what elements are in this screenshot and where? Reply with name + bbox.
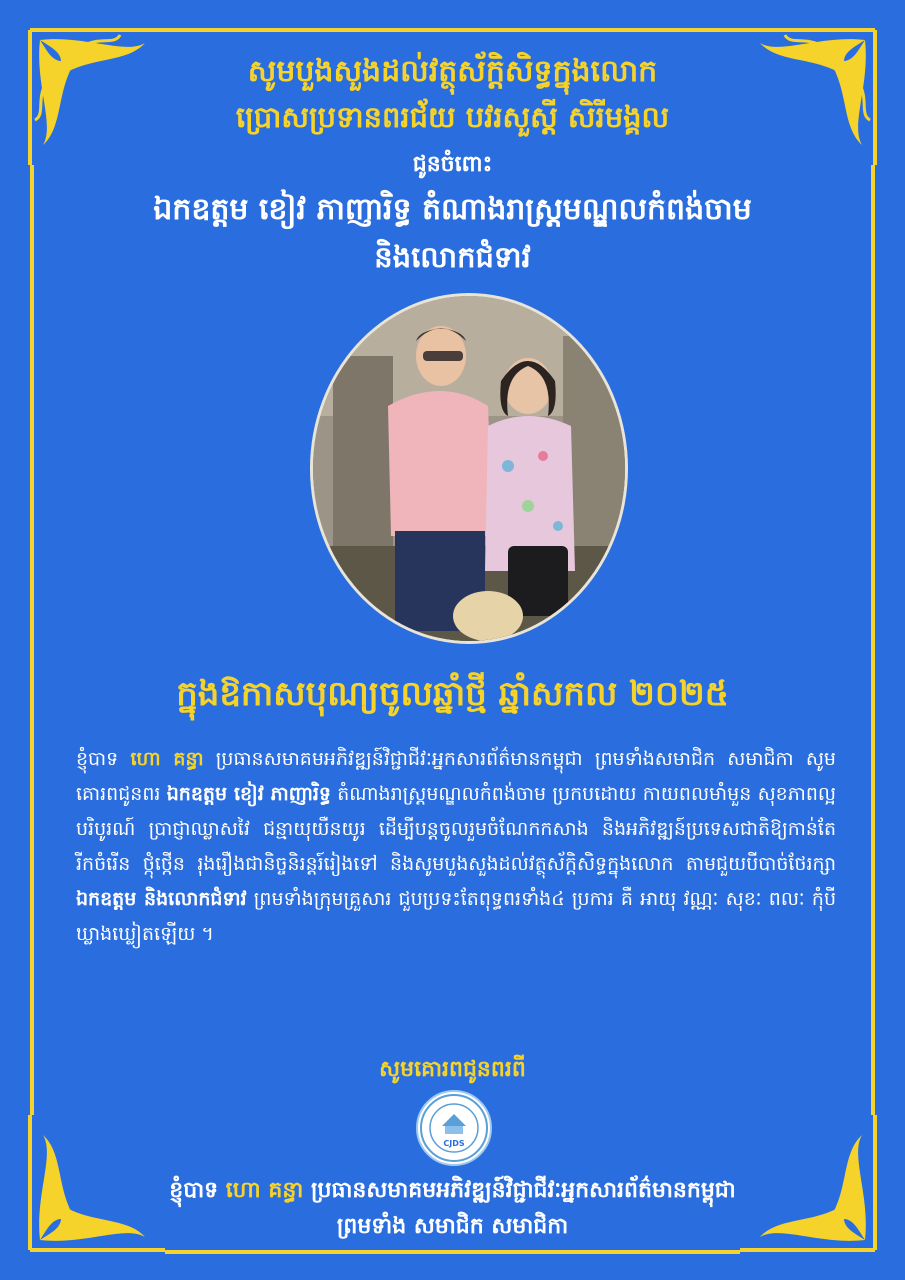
frame-left-line: [30, 165, 34, 1115]
couple-photo: [310, 293, 628, 644]
body-part-1: ខ្ញុំបាទ: [76, 748, 119, 770]
occasion-title: ក្នុងឱកាសបុណ្យចូលឆ្នាំថ្មី ឆ្នាំសកល ២០២៥: [176, 674, 729, 714]
frame-top-line: [165, 28, 740, 32]
footer-sender-name: ហោ គន្ធា: [225, 1178, 304, 1203]
logo-text: CJDS: [443, 1139, 465, 1148]
honoree-name-inline: ឯកឧត្តម ខៀវ ភាញារិទ្ធ: [166, 783, 331, 805]
body-part-3: តំណាងរាស្ត្រមណ្ឌលកំពង់ចាម ប្រកបដោយ កាយពលមាំមួន សុខភាពល្អបរិបូរណ៍ ប្រាជ្ញាឈ្លាសវៃ ជន្មាយុយឺនយូរ ដើម្បីបន្តចូលរួមចំណែកកសាង និងអភិវឌ្ឍន៍ប្រទេសជាតិឱ្យកាន់តែរីកចំរើន ថ្កុំថ្កើន រុងរឿងជានិច្ចនិរន្តរ៍រៀងទៅ និងសូមបួងសួងដល់វត្ថុស័ក្តិសិទ្ធក្នុងលោក តាមជួយបីបាច់ថែរក្សា: [76, 783, 836, 875]
frame-right-line: [871, 165, 875, 1115]
header-line-2: ប្រោសប្រទានពរជ័យ បវរសួស្តី សិរីមង្គល: [235, 100, 670, 134]
greeting-from: សូមគោរពជូនពរពី: [379, 1057, 526, 1082]
blessing-paragraph: [76, 742, 836, 952]
frame-bottom-line: [165, 1250, 740, 1254]
footer-suffix: ប្រធានសមាគមអភិវឌ្ឍន៍វិជ្ជាជីវៈអ្នកសារព័ត៌មានកម្ពុជា: [310, 1178, 736, 1203]
cjds-seal-icon: [418, 1092, 490, 1164]
honoree-spouse: និងលោកជំទាវ: [374, 240, 531, 274]
footer-line-1: [0, 1176, 905, 1208]
footer-line-2: ព្រមទាំង សមាជិក សមាជិកា: [336, 1214, 569, 1239]
couple-photo-illustration: [313, 296, 625, 641]
association-logo: [416, 1090, 492, 1166]
header-line-1: សូមបួងសួងដល់វត្ថុស័ក្តិសិទ្ធក្នុងលោក: [247, 54, 658, 89]
honoree-title: ឯកឧត្តម ខៀវ ភាញារិទ្ធ តំណាងរាស្ត្រមណ្ឌលកំពង់ចាម: [153, 192, 752, 227]
header-line-3: ជូនចំពោះ: [412, 152, 493, 177]
honoree-couple-inline: ឯកឧត្តម និងលោកជំទាវ: [76, 888, 247, 910]
footer-prefix: ខ្ញុំបាទ: [169, 1178, 219, 1203]
body-part-4: ព្រមទាំងក្រុមគ្រួសារ ជួបប្រទះតែពុទ្ធពរទាំង៤ ប្រការ គឺ អាយុ វណ្ណៈ សុខៈ ពលៈ កុំបីឃ្លាងឃ្លៀតឡើយ ។: [76, 888, 837, 945]
body-part-2: ប្រធានសមាគមអភិវឌ្ឍន៍វិជ្ជាជីវៈអ្នកសារព័ត៌មានកម្ពុជា ព្រមទាំងសមាជិក សមាជិកា សូមគោរពជូនពរ: [76, 748, 836, 805]
sender-name: ហោ គន្ធា: [130, 748, 204, 770]
